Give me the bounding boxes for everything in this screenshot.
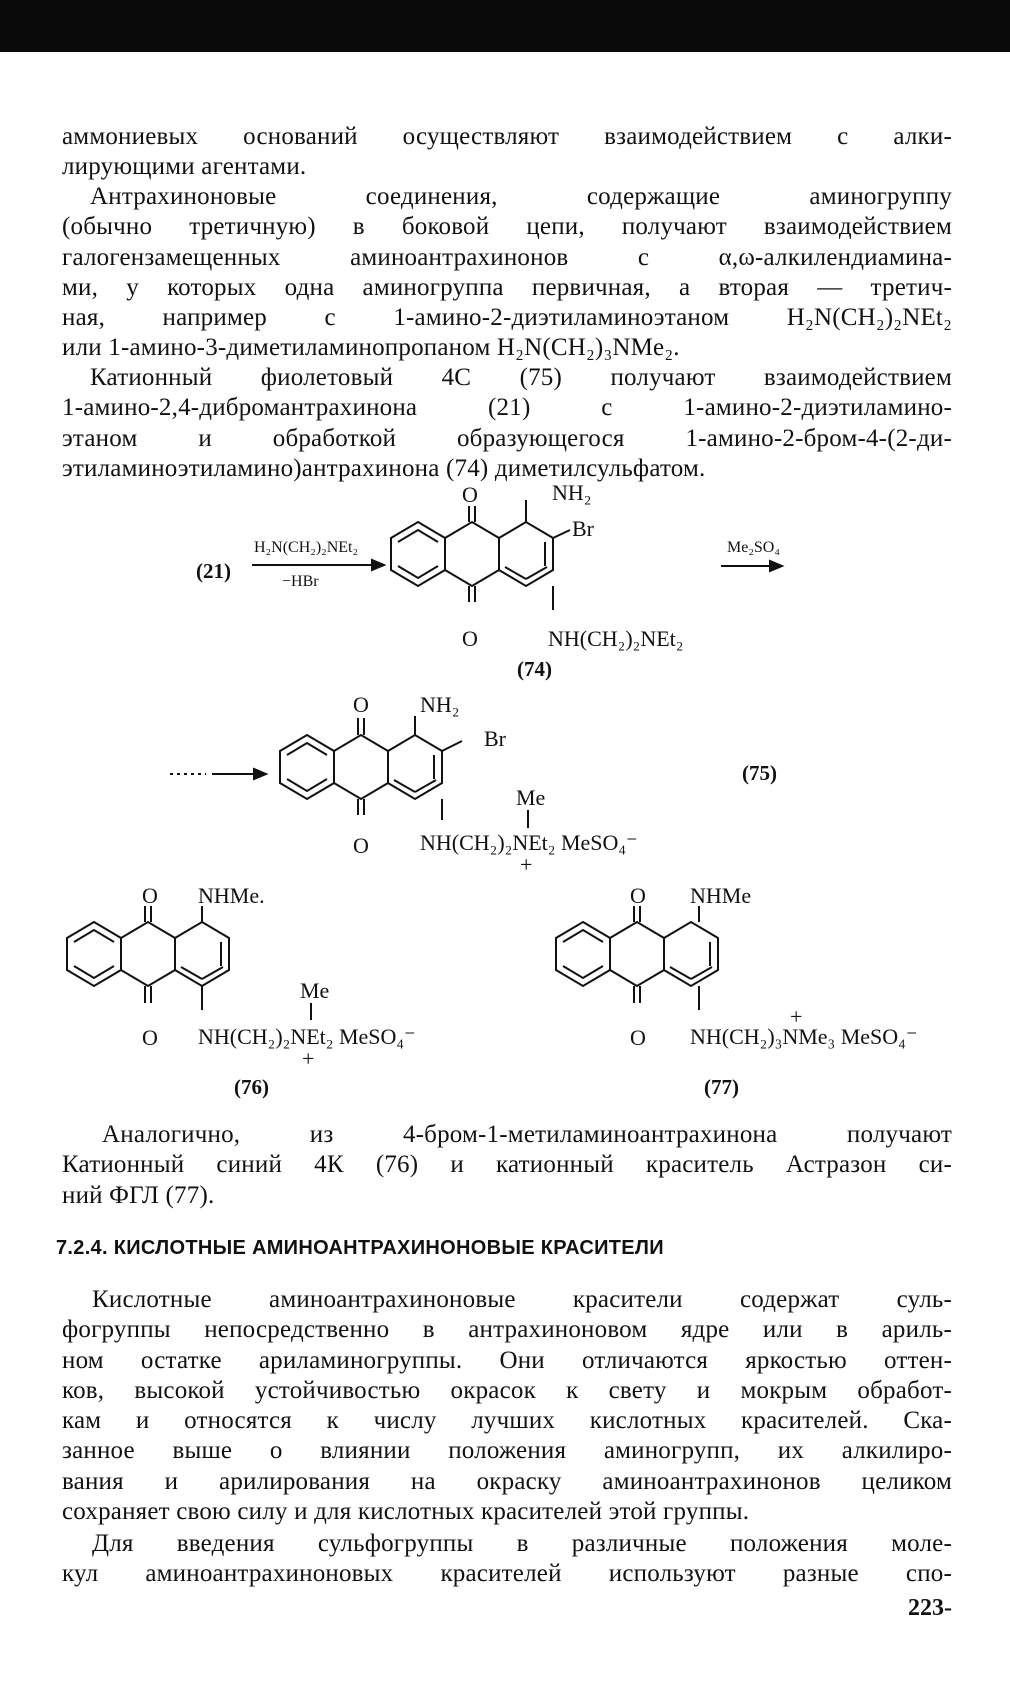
text-line: Антрахиноновые соединения, содержащие аминогруппу [90,183,952,210]
charge-plus: + [520,852,533,877]
structure-76 [67,906,311,1020]
structure-74 [391,500,570,610]
side-chain-label: NH(CH₂)₂NEt₂ MeSO₄⁻ [198,1024,416,1049]
text-line: (обычно третичную) в боковой цепи, получают взаимодействием [62,213,952,241]
amino-label: NH₂ [552,480,592,505]
methylamino-label: NHMe. [198,883,265,908]
text-line: занное выше о влиянии положения аминогрупп, их алкилиро- [62,1437,952,1465]
carbonyl-o: O [142,883,158,908]
carbonyl-o: O [353,692,369,717]
text-line: Для введения сульфогруппы в различные положения моле- [92,1530,952,1557]
compound-number-75: (75) [742,761,777,785]
reagent-label: −HBr [282,573,319,590]
text-line: Катионный фиолетовый 4С (75) получают взаимодействием [90,364,952,391]
carbonyl-o: O [630,883,646,908]
reaction-arrow [721,561,782,571]
text-line: этиламиноэтиламино)антрахинона (74) диметилсульфатом. [62,454,706,482]
text-line: аммониевых оснований осуществляют взаимодействием с алки- [62,123,952,150]
carbonyl-o: O [142,1025,158,1050]
methyl-label: Me [300,978,330,1003]
compound-number-77: (77) [704,1075,739,1099]
methyl-label: Me [516,785,546,810]
text-line: галогензамещенных аминоантрахинонов с α,ω-алкилендиамина- [62,243,952,271]
text-line: вания и арилирования на окраску аминоантрахинонов целиком [62,1467,952,1495]
side-chain-label: NH(CH₂)₂NEt₂ MeSO₄⁻ [420,830,638,855]
reaction-arrow [252,560,384,570]
compound-number-21: (21) [196,559,231,583]
text-line: кам и относятся к числу лучших кислотных красителей. Ска- [62,1407,952,1435]
reaction-arrow [170,769,266,779]
text-line: ний ФГЛ (77). [62,1181,215,1209]
text-line: Кислотные аминоантрахиноновые красители содержат суль- [92,1286,952,1313]
paragraph-6 [62,1529,952,1590]
paragraph-4 [62,1120,952,1211]
carbonyl-o: O [462,482,478,507]
bromo-label: Br [572,516,594,541]
charge-plus: + [302,1046,315,1071]
text-line: фогруппы непосредственно в антрахиноновом ядре или в ариль- [62,1316,952,1344]
text-line: Аналогично, из 4-бром-1-метиламиноантрахинона получают [102,1121,952,1148]
compound-number-76: (76) [234,1075,269,1099]
text-line: Катионный синий 4К (76) и катионный краситель Астразон си- [62,1151,952,1179]
text-line: ми, у которых одна аминогруппа первичная, а вторая — третич- [62,273,952,301]
text-line: кул аминоантрахиноновых красителей используют разные спо- [62,1560,952,1588]
paragraph-5 [62,1285,952,1527]
text-line: ном остатке ариламиногруппы. Они отличаются яркостью оттен- [62,1346,952,1374]
charge-plus: + [790,1004,803,1029]
text-line: лирующими агентами. [62,153,307,181]
text-line: 1-амино-2,4-дибромантрахинона (21) с 1-амино-2-диэтиламино- [62,394,952,422]
carbonyl-o: O [630,1025,646,1050]
reagent-label: H₂N(CH₂)₂NEt₂ [254,539,359,556]
carbonyl-o: O [462,626,478,651]
text-line: или 1-амино-3-диметиламинопропаном H₂N(CH₂)₃NMe₂. [62,334,680,362]
compound-number-74: (74) [517,657,552,681]
methylamino-label: NHMe [690,883,752,908]
section-heading: 7.2.4. КИСЛОТНЫЕ АМИНОАНТРАХИНОНОВЫЕ КРАСИТЕЛИ [56,1237,664,1259]
side-chain-label: NH(CH₂)₃NMe₃ MeSO₄⁻ [690,1024,918,1049]
structure-77 [556,906,718,1010]
page-number: 223- [908,1595,952,1621]
reagent-label: Me₂SO₄ [727,539,780,556]
amino-label: NH₂ [420,692,460,717]
text-line: этаном и обработкой образующегося 1-амино-2-бром-4-(2-ди- [62,424,952,452]
bromo-label: Br [484,726,506,751]
side-chain-label: NH(CH₂)₂NEt₂ [548,626,684,651]
carbonyl-o: O [353,833,369,858]
text-line: ков, высокой устойчивостью окрасок к свету и мокрым обработ- [62,1376,952,1404]
text-line: ная, например с 1-амино-2-диэтиламиноэтаном H₂N(CH₂)₂NEt₂ [62,304,952,332]
text-line: сохраняет свою силу и для кислотных красителей этой группы. [62,1498,750,1526]
